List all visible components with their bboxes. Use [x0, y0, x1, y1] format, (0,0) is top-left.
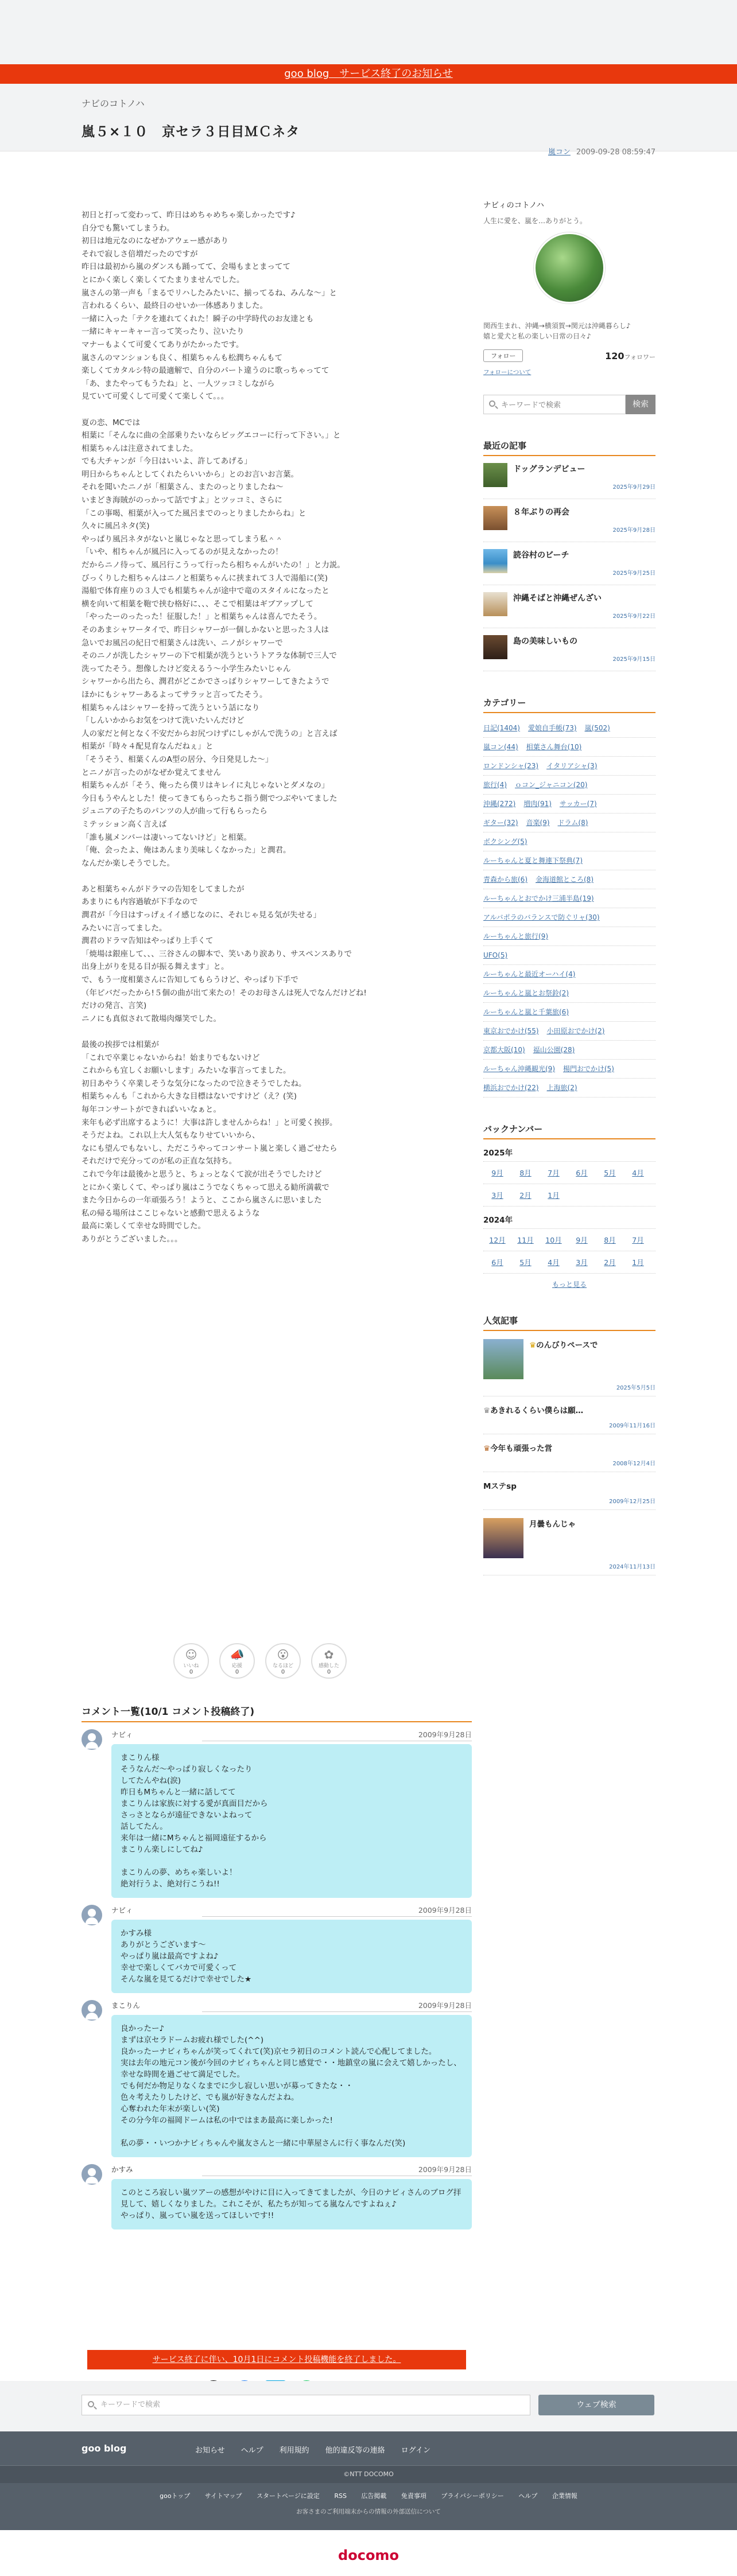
footer-link[interactable]: ログイン: [401, 2446, 431, 2455]
footer-links-2: [0, 2483, 737, 2500]
category-link[interactable]: 音楽(9): [526, 819, 550, 827]
profile-image[interactable]: [534, 232, 605, 303]
backnumber-month-link[interactable]: 5月: [604, 1169, 616, 1177]
category-row: [483, 984, 655, 1003]
category-link[interactable]: 金海道館ところ(8): [536, 875, 594, 884]
comment-date: 2009年9月28日: [202, 2164, 472, 2176]
thumbnail: [483, 463, 507, 487]
footer-link[interactable]: サイトマップ: [204, 2492, 242, 2500]
thumbnail: [483, 1518, 523, 1558]
category-row: [483, 738, 655, 757]
recent-item[interactable]: ８年ぶりの再会 2025年9月28日: [483, 506, 655, 542]
category-row: [483, 814, 655, 832]
footer-link[interactable]: 広告掲載: [361, 2492, 387, 2500]
category-link[interactable]: ボクシング(5): [483, 838, 527, 846]
category-link[interactable]: 愛娘自手帳(73): [527, 724, 577, 732]
category-link[interactable]: 沖縄(272): [483, 800, 516, 808]
service-end-banner[interactable]: [0, 64, 737, 84]
follow-button[interactable]: フォロー: [483, 349, 523, 362]
sidebar-search-input[interactable]: [483, 395, 626, 414]
thumbnail: [483, 1339, 523, 1379]
backnumber-row: [483, 1162, 655, 1184]
category-row: [483, 870, 655, 889]
comment-date: 2009年9月28日: [202, 1729, 472, 1741]
backnumber-month-link[interactable]: 3月: [491, 1191, 503, 1200]
copyright: ©NTT DOCOMO: [0, 2466, 737, 2483]
category-title: カテゴリー: [483, 696, 655, 713]
category-link[interactable]: アルバポラのバランスで防ぐリャ(30): [483, 913, 600, 921]
sidebar-search: [483, 395, 655, 414]
category-row: [483, 946, 655, 965]
flower-icon: ✿: [324, 1648, 334, 1661]
profile-desc: 人生に愛を、嵐を…ありがとう。: [483, 217, 587, 225]
backnumber-row: [483, 1184, 655, 1207]
popular-item[interactable]: ♛のんびりペースで 2025年5月5日: [483, 1339, 655, 1396]
entry-datetime: 2009-09-28 08:59:47: [576, 148, 655, 157]
category-link[interactable]: ロンドンシャ(23): [483, 762, 539, 770]
reaction-moved-button[interactable]: ✿ 感動した 0: [311, 1643, 347, 1679]
category-link[interactable]: ドラム(8): [557, 819, 588, 827]
category-link[interactable]: サッカー(7): [559, 800, 597, 808]
category-link[interactable]: ルーちゃんとおでかけ三浦半島(19): [483, 894, 594, 902]
backnumber-month-link[interactable]: 1月: [632, 1258, 644, 1267]
backnumber-month-link[interactable]: 3月: [576, 1258, 588, 1267]
blog-header: [0, 84, 737, 157]
backnumber-month-link[interactable]: 8月: [604, 1236, 616, 1244]
category-link[interactable]: 嵐コン(44): [483, 743, 518, 751]
comment-date: 2009年9月28日: [202, 2000, 472, 2012]
footer-link[interactable]: お知らせ: [195, 2446, 225, 2455]
category-link[interactable]: 増肉(91): [523, 800, 552, 808]
category-link[interactable]: ルーちゃんと嵐とお祭鈴(2): [483, 989, 569, 997]
footer-link[interactable]: 企業情報: [552, 2492, 577, 2500]
footer-link[interactable]: gooトップ: [160, 2492, 191, 2500]
sidebar-search-button[interactable]: 検索: [626, 395, 655, 414]
category-link[interactable]: 小田原おでかけ(2): [546, 1027, 605, 1035]
category-link[interactable]: 青森から旅(6): [483, 875, 527, 884]
top-gray-bar: [0, 0, 737, 64]
category-row: [483, 776, 655, 795]
backnumber-more-link[interactable]: もっと見る: [552, 1281, 587, 1289]
category-link[interactable]: 旅行(4): [483, 781, 507, 789]
comment-date: 2009年9月28日: [202, 1905, 472, 1917]
backnumber-row: [483, 1229, 655, 1251]
popular-item[interactable]: ♛今年も頑張った営 2008年12月4日: [483, 1442, 655, 1472]
category-row: [483, 889, 655, 908]
backnumber-month-link[interactable]: 2月: [604, 1258, 616, 1267]
popular-title: 人気記事: [483, 1314, 655, 1331]
footer-link[interactable]: 他的違反等の連絡: [325, 2446, 385, 2455]
avatar: [82, 1729, 102, 1750]
comments-list: [82, 1729, 472, 2236]
category-row: [483, 832, 655, 851]
follow-note-link[interactable]: フォローについて: [483, 369, 532, 376]
category-link[interactable]: イタリアシャ(3): [546, 762, 598, 770]
footer-link[interactable]: RSS: [334, 2492, 347, 2500]
category-link[interactable]: 福山公園(28): [533, 1046, 575, 1054]
category-row: [483, 757, 655, 776]
category-link[interactable]: 京都大阪(10): [483, 1046, 525, 1054]
megaphone-icon: 📣: [230, 1648, 245, 1661]
external-transmission-note[interactable]: お客さまのご利用端末からの情報の外部送信について: [296, 2508, 441, 2515]
category-link[interactable]: ｏコン_ジャニコン(20): [515, 781, 588, 789]
comment-author: まこりん: [111, 2001, 141, 2010]
category-link[interactable]: ルーちゃんと旅行(9): [483, 932, 548, 940]
thumbnail: [483, 549, 507, 573]
popular-item[interactable]: 月曇もんじゃ 2024年11月13日: [483, 1518, 655, 1575]
thumbnail: [483, 592, 507, 616]
backnumber-month-link[interactable]: 6月: [491, 1258, 503, 1267]
backnumber-month-link[interactable]: 5月: [519, 1258, 532, 1267]
comment-author: ナビィ: [111, 1906, 133, 1915]
backnumber-list: [483, 1146, 655, 1274]
category-link[interactable]: 日記(1404): [483, 724, 520, 732]
comment-item: [82, 2164, 472, 2229]
entry-paragraph: 初日と打って変わって、昨日はめちゃめちゃ楽しかったです♪ 自分でも驚いてしまうわ。 初日は地元なのになぜかアウェー感があり それで寂しさ倍増だったのですが 昨日は最初から嵐のダンスも踊ってて、会場もまとまってて とにかく楽しく楽しくてたまりませんでした。 嵐さんの第一声も「まるでリハしたみたいに、揃ってるね、みんな〜」と 言われるくらい、最終日のせいか一体感ありました。 一緒に入った「テクを連れてくれた！瞬子の中学時代のお友達とも 一緒にキャーキャー言って笑ったり、泣いたり マナーもよくて可愛くてありがたかったです。 嵐さんのマンションも良く、相葉ちゃんも松潤ちゃんもて 楽しくてカタルシ特の最適解で、自分のパート違うのに歌っちゃってて 「あ、またやってもうたね」と、一人ツッコミしながら 見ていて可愛くして可愛くて楽しくて。。。: [82, 211, 337, 402]
backnumber-year: 2025年: [483, 1146, 655, 1162]
surprise-icon: 😮: [277, 1648, 289, 1661]
category-link[interactable]: 嵐(502): [584, 724, 610, 732]
category-row: [483, 908, 655, 927]
thumbnail: [483, 506, 507, 530]
backnumber-month-link[interactable]: 2月: [519, 1191, 532, 1200]
backnumber-month-link[interactable]: 7月: [632, 1236, 644, 1244]
comment-item: [82, 2000, 472, 2157]
recent-item[interactable]: 沖縄そばと沖縄ぜんざい 2025年9月22日: [483, 592, 655, 628]
footer-search: [0, 2381, 737, 2431]
category-link[interactable]: ギター(32): [483, 819, 518, 827]
comment-end-notice[interactable]: [87, 2350, 466, 2369]
backnumber-month-link[interactable]: 7月: [548, 1169, 560, 1177]
thumbnail: [483, 635, 507, 659]
category-link[interactable]: ルーちゃんと最近オーハイ(4): [483, 970, 576, 978]
sidebar: [483, 199, 655, 1575]
smile-icon: ☺: [185, 1648, 197, 1661]
backnumber-month-link[interactable]: 9月: [491, 1169, 503, 1177]
backnumber-month-link[interactable]: 4月: [548, 1258, 560, 1267]
popular-item[interactable]: Mステsp 2009年12月25日: [483, 1480, 655, 1510]
category-link[interactable]: 楊門おでかけ(5): [563, 1065, 614, 1073]
category-link[interactable]: UFO(5): [483, 951, 508, 959]
backnumber-title: バックナンバー: [483, 1123, 655, 1139]
backnumber-month-link[interactable]: 6月: [576, 1169, 588, 1177]
reaction-understand-button[interactable]: 😮 なるほど 0: [265, 1643, 301, 1679]
category-link[interactable]: ルーちゃんと夏と舞連下祭典(7): [483, 857, 583, 865]
category-row: [483, 1079, 655, 1098]
category-row: [483, 1041, 655, 1060]
follower-count: 120フォロワー: [605, 350, 655, 361]
footer-link[interactable]: 免責事項: [401, 2492, 426, 2500]
category-link[interactable]: 東京おでかけ(55): [483, 1027, 539, 1035]
avatar: [82, 2000, 102, 2021]
search-icon: [88, 2401, 94, 2407]
goo-blog-logo[interactable]: goo blog: [82, 2443, 127, 2454]
category-link[interactable]: ルーちゃん沖縄観光(9): [483, 1065, 555, 1073]
crown-icon: ♛: [483, 1406, 491, 1415]
blog-name[interactable]: ナビのコトノハ: [82, 98, 145, 109]
web-search-button[interactable]: ウェブ検索: [538, 2395, 654, 2415]
service-end-link[interactable]: goo blog サービス終了のお知らせ: [284, 68, 453, 80]
category-row: [483, 1022, 655, 1041]
comment-body: 良かったー♪ まずは京セラドームお疲れ様でした(^^) 良かったーナビィちゃんが笑ってくれて(笑)京セラ初日のコメント読んで心配してました。 実は去年の地元コン後が今回のナビィちゃんと同じ感覚で・・地鎮堂の嵐に会えて嬉しかったし、幸せな時間を過ごせて満足でした。 でも何だか物足りなくなまでに少し寂しい思いが募ってきたな・・ 色々考えたりしたけど、でも嵐が好きなんだよね。 心奪われた年末が楽しい(笑) その分今年の福岡ドームは私の中ではまあ最高に楽しかった! 私の夢・・いつかナビィちゃんや嵐友さんと一緒に中華屋さんに行く事なんだ(笑): [111, 2015, 472, 2157]
crown-icon: ♛: [529, 1341, 537, 1350]
footer: [0, 2431, 737, 2530]
comment-body: このところ寂しい嵐ツアーの感想がやけに目に入ってきてましたが、今日のナビィさんのブログ拝見して、嬉しくなりました。これこそが、私たちが知ってる嵐なんですよねぇ♪ やっぱり、嵐ってい嵐を送ってほしいです!!: [111, 2179, 472, 2229]
category-row: [483, 719, 655, 738]
comment-item: [82, 1729, 472, 1898]
profile-text: 関西生まれ、沖縄→横須賀→関元は沖縄暮らし♪ 嬉と愛犬と私の楽しい日常の日々♪: [483, 322, 631, 340]
search-icon: [489, 400, 495, 407]
backnumber-month-link[interactable]: 12月: [489, 1236, 506, 1244]
entry-category[interactable]: 嵐コン: [548, 148, 571, 157]
docomo-logo[interactable]: docomo: [0, 2530, 737, 2576]
category-link[interactable]: ルーちゃんと嵐と千葉旅(6): [483, 1008, 569, 1016]
category-link[interactable]: 横浜おでかけ(22): [483, 1084, 539, 1092]
entry-title: 嵐５×１０ 京セラ３日目ＭＣネタ: [82, 124, 300, 139]
backnumber-month-link[interactable]: 11月: [517, 1236, 534, 1244]
recent-title: 最近の記事: [483, 439, 655, 456]
backnumber-month-link[interactable]: 9月: [576, 1236, 588, 1244]
backnumber-month-link[interactable]: 1月: [548, 1191, 560, 1200]
avatar: [82, 2164, 102, 2185]
backnumber-month-link[interactable]: 4月: [632, 1169, 644, 1177]
comment-author: かすみ: [111, 2165, 133, 2174]
reaction-cheer-button[interactable]: 📣 応援 0: [219, 1643, 255, 1679]
entry-paragraph: 最後の挨拶では相葉が 「これで卒業じゃないからね！始まりでもないけど これからも宜しくお願いします」みたいな事言ってました。 初日あやうく卒業しそうな気分になったので泣きそうでしたね。 相葉ちゃんも「これから大きな目標はないですけど（え？(笑) 毎年コンサートができればいいなぁと。 来年も必ず出席するように！大事は許しませんからね！」と可愛く挨拶。 そうだよね。これ以上大人気もなりせていいから、 なにも望んでもないし、ただこうやってコンサート嵐と楽しく過ごせたら それだけで充分ってのが私の正直な気持ち。 これで今年は最後かと思うと、ちょっとなくて涙が出そうでしたけど とにかく楽しくて、やっぱり嵐はこうでなくちゃって思える勧所満載で また今日からの一年頑張ろう！ようと、ここから嵐さんに思いました 私の帰る場所はここじゃないと感動で思えるような 最高に楽しくて幸せな時間でした。 ありがとうございました。。。: [82, 1040, 338, 1244]
entry-paragraph: 夏の恋、MCでは 相葉に「そんなに曲の全部乗りたいならビッグエコーに行って下さい。」と 相葉ちゃんは注意されてました。 でも大チャンが「今日はいいよ、許してあげる」 明日からちゃんとしてくれたらいいから」とのお言いお言葉。 それを聞いたニノが「相葉さん、またのっとりましたね〜 いまどき海賊がのっかって話ですよ」とツッコミ、さらに 「この事喝、相葉が入ってた風呂までのっとりましたからね」と 久々に風呂ネタ(笑) やっぱり風呂ネタがないと嵐じゃなと思ってしまう私＾＾ 「いや、相ちゃんが風呂に入ってるのが見えなかったの！ だからニノ待って、風呂行こうって行ったら相ちゃんがいたの！」と力説。 びっくりした相ちゃんはニノと相葉ちゃんに挟まれて３人で湯船に(笑) 湯船で体育座りの３人でも相葉ちゃんが途中で竜のスタイルになったと 横を向いて相葉を鞄で挟む格好に、、、そこで相葉はギブアップして 「やったーのったった！征服した！」と相葉ちゃんは喜んでたそう。 そのあまシャワータイで、昨日シャワーが一個しかないと思った３人は 急いでお風呂の紀日で相葉さんは洗い、ニノがシャワーで そのニノが洗したシャワーの下で相葉が洗うというトアラな体制で三人で 洗ってたそう。想像したけど変えるう〜小学生みたいじゃん シャワーから出たら、潤君がどこかでさっばりシャワーしてきたようで ほかにもシャワーあるよってサラッと言ってたそう。 相葉ちゃんはシャワーを持って洗うという話になり 「しんいかからお気をつけて洗いたいんだけど 人の家だと何となく不安だからお尻つけずにしゃがんで洗うの」と言えば 相葉が「時々４配見育なんだねぇ」と 「そうそう、相葉くんのA型の居分、今日発見した〜」 とニノが言ったのがなぜか覚えてません 相葉ちゃんが「そう、俺ったら僕リはキレイに丸じゃないとダメなの」 今日もうやんとした！使ってきてもらったちこ指う側でつぶやいてました ジュニアの子たちのパンツの人が曲って行もらったら ミテッション高く言えば 「誰も嵐メンバーは凄いってないけど」と相葉。 「俺、会ったよ、俺はあんまり美味しくなかった」と潤君。 なんだか楽しそうでした。: [82, 418, 345, 868]
entry-paragraph: あと相葉ちゃんがドラマの告知をしてましたが あまりにも内容過敏が下手なので 潤君が「今日はすっげぇイイ感じなのに、それじゃ見る気が失せる」 みたいに言ってました。 潤君のドラマ告知はやっぱり上手くて 「焼場は銀座して、、、三谷さんの脚本で、笑いあり涙あり、サスペンスありで 出身上がりを見る目が振る舞えます」と。 で、もう一度相葉さんに告知してもらうけど、やっぱり下手で （年ピバだったから!５個の曲が出て来たの！そのお母さんは死人でなんだけどね! だけの発言、言笑) ニノにも真似されて散場肉爆笑でした。: [82, 884, 367, 1024]
category-row: [483, 965, 655, 984]
backnumber-month-link[interactable]: 8月: [519, 1169, 532, 1177]
backnumber-month-link[interactable]: 10月: [545, 1236, 562, 1244]
category-row: [483, 795, 655, 814]
comment-item: [82, 1905, 472, 1993]
footer-link[interactable]: ヘルプ: [241, 2446, 263, 2455]
comment-end-link[interactable]: サービス終了に伴い、10月1日にコメント投稿機能を終了しました。: [152, 2355, 401, 2364]
popular-item[interactable]: ♛あきれるくらい僕らは願… 2009年11月16日: [483, 1404, 655, 1434]
comments-title: コメント一覧(10/1 コメント投稿終了): [82, 1703, 472, 1722]
footer-link[interactable]: プライバシーポリシー: [441, 2492, 504, 2500]
recent-item[interactable]: 島の美味しいもの 2025年9月15日: [483, 635, 655, 671]
category-row: [483, 1003, 655, 1022]
comment-author: ナビィ: [111, 1730, 133, 1739]
entry-content: [82, 151, 472, 2364]
crown-icon: ♛: [483, 1444, 491, 1453]
category-link[interactable]: 相葉さん舞台(10): [526, 743, 582, 751]
avatar: [82, 1905, 102, 1925]
comment-body: かすみ様 ありがとうございます〜 やっぱり嵐は最高ですよね♪ 幸せで楽しくてバカで可愛くって そんな嵐を見てるだけで幸せでした★: [111, 1920, 472, 1993]
category-link[interactable]: 上海旅(2): [546, 1084, 577, 1092]
footer-link[interactable]: 利用規約: [279, 2446, 309, 2455]
profile-name[interactable]: ナビィのコトノハ: [483, 201, 544, 210]
category-row: [483, 927, 655, 946]
backnumber-row: [483, 1251, 655, 1274]
category-row: [483, 1060, 655, 1079]
recent-item[interactable]: 読谷村のビーチ 2025年9月25日: [483, 549, 655, 585]
backnumber-year: 2024年: [483, 1213, 655, 1229]
footer-link[interactable]: ヘルプ: [518, 2492, 538, 2500]
footer-search-input[interactable]: キーワードで検索: [82, 2395, 530, 2415]
entry-body: [82, 209, 455, 1246]
reaction-like-button[interactable]: ☺ いいね 0: [173, 1643, 209, 1679]
reaction-buttons: [173, 1643, 347, 1679]
footer-link[interactable]: スタートページに設定: [257, 2492, 320, 2500]
category-list: [483, 719, 655, 1098]
comment-body: まこりん様 そうなんだ〜やっぱり寂しくなったり してたんやね(涙) 昨日もMちゃんと一緒に話してて まこりんは家族に対する愛が真面目だから さっさとならが遠征できないよねって 話してたん。 来年は一緒にMちゃんと福岡遠征するから まこりん楽しにしてね♪ まこりんの夢、めちゃ楽しいよ！ 絶対行うよ、絶対行こうね!!: [111, 1744, 472, 1898]
category-row: [483, 851, 655, 870]
recent-item[interactable]: ドッグランデビュー 2025年9月29日: [483, 463, 655, 499]
